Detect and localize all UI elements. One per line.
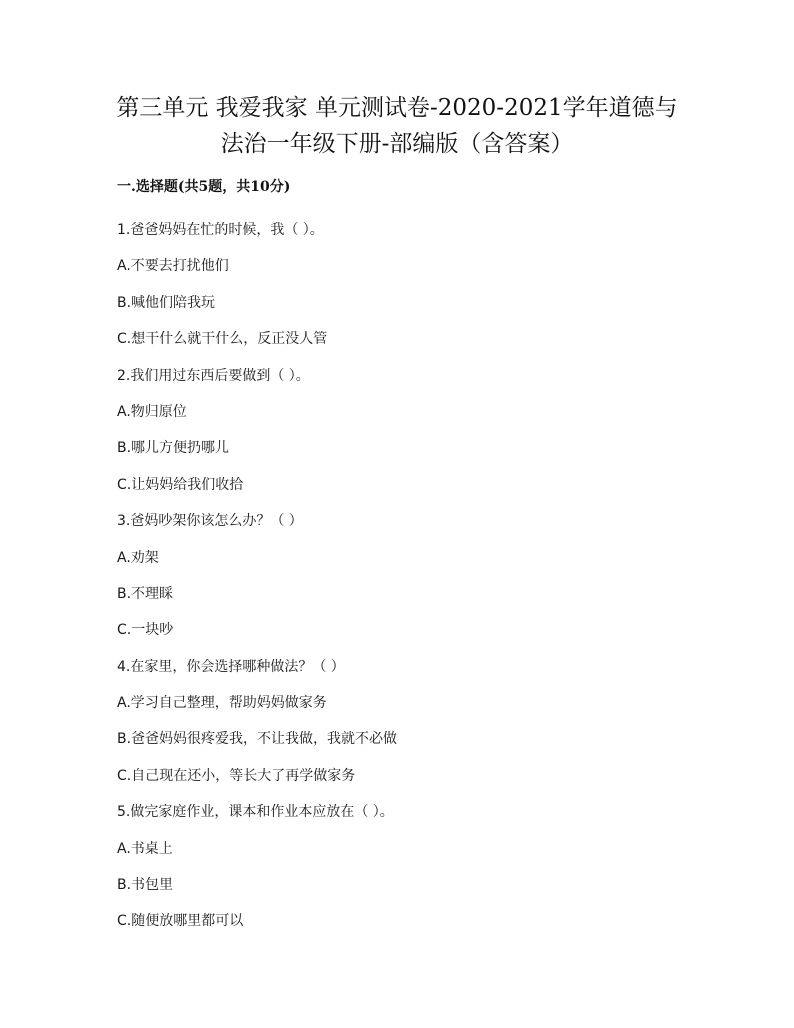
question-5-option-b: B.书包里 bbox=[117, 877, 174, 894]
question-5-option-a: A.书桌上 bbox=[117, 840, 173, 857]
question-2-option-a: A.物归原位 bbox=[117, 403, 187, 420]
question-3-option-b: B.不理睬 bbox=[117, 585, 174, 602]
section-heading: 一.选择题(共5题，共10分) bbox=[117, 179, 291, 195]
question-3-option-a: A.劝架 bbox=[117, 549, 159, 566]
question-1-option-b: B.喊他们陪我玩 bbox=[117, 294, 216, 311]
question-4-stem: 4.在家里，你会选择哪种做法？（ ） bbox=[117, 658, 345, 675]
question-4-option-a: A.学习自己整理，帮助妈妈做家务 bbox=[117, 695, 327, 712]
question-5-option-c: C.随便放哪里都可以 bbox=[117, 913, 244, 930]
question-1-option-a: A.不要去打扰他们 bbox=[117, 258, 229, 275]
question-4-option-b: B.爸爸妈妈很疼爱我，不让我做，我就不必做 bbox=[117, 731, 398, 748]
question-3-stem: 3.爸妈吵架你该怎么办？（ ） bbox=[117, 513, 303, 530]
question-3-option-c: C.一块吵 bbox=[117, 622, 174, 639]
question-2-stem: 2.我们用过东西后要做到（ ）。 bbox=[117, 367, 310, 384]
question-1-option-c: C.想干什么就干什么，反正没人管 bbox=[117, 331, 328, 348]
question-2-option-c: C.让妈妈给我们收拾 bbox=[117, 476, 244, 493]
question-4-option-c: C.自己现在还小，等长大了再学做家务 bbox=[117, 767, 356, 784]
page-title bbox=[60, 93, 734, 159]
question-list bbox=[117, 212, 737, 940]
page-title-line-2: 法治一年级下册-部编版（含答案） bbox=[220, 131, 574, 157]
question-5-stem: 5.做完家庭作业，课本和作业本应放在（ ）。 bbox=[117, 804, 394, 821]
question-1-stem: 1.爸爸妈妈在忙的时候，我（ ）。 bbox=[117, 222, 324, 238]
page-title-line-1: 第三单元 我爱我家 单元测试卷-2020-2021学年道德与 bbox=[116, 95, 678, 121]
question-2-option-b: B.哪儿方便扔哪儿 bbox=[117, 440, 230, 457]
